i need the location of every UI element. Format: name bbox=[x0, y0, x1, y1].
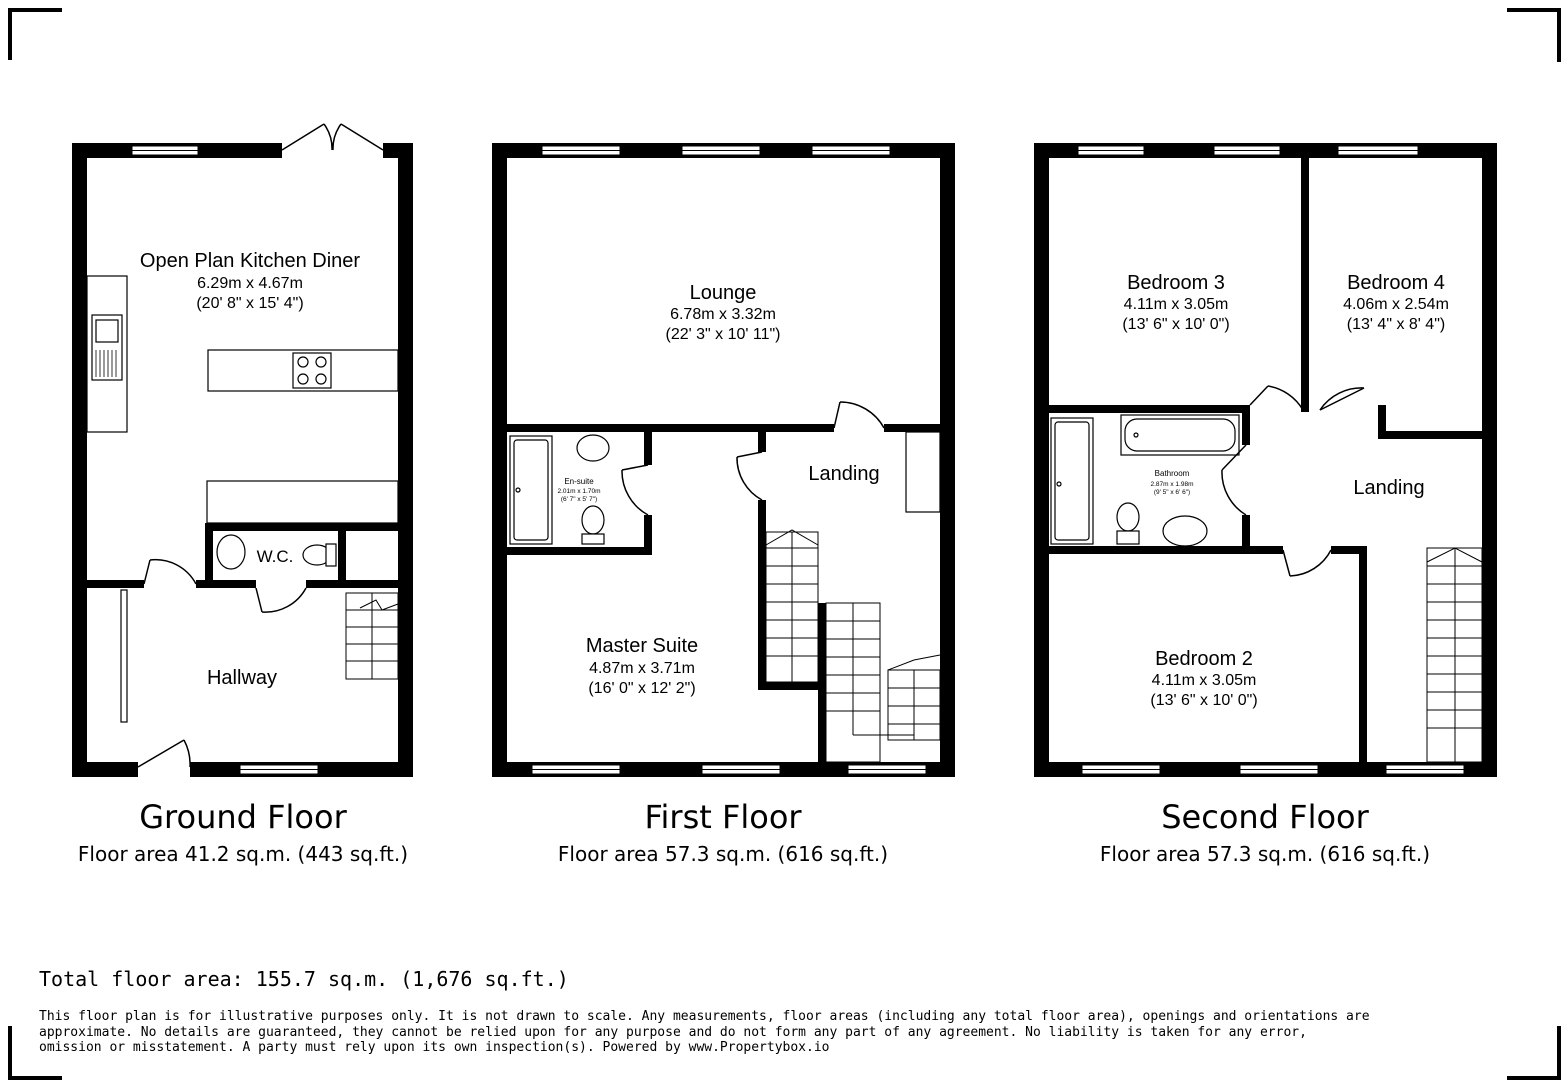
disclaimer-line: approximate. No details are guaranteed, they cannot be relied upon for any purpose and do not form any part of any agreement. No liability is taken for any error, bbox=[39, 1024, 1307, 1040]
landing2-name: Landing bbox=[1353, 477, 1425, 499]
master-imperial: (16' 0" x 12' 2") bbox=[588, 680, 696, 697]
first-floor-labels bbox=[558, 282, 880, 697]
disclaimer-line: This floor plan is for illustrative purposes only. It is not drawn to scale. Any measurements, floor areas (including any total floor area), openings and orientations are bbox=[39, 1009, 1370, 1024]
ground-floor-title: Ground Floor bbox=[139, 798, 347, 836]
ensuite-imperial: (6' 7" x 5' 7") bbox=[560, 496, 598, 503]
hallway-name: Hallway bbox=[206, 667, 278, 689]
second-floor-title: Second Floor bbox=[1161, 798, 1369, 836]
bedroom4-imperial: (13' 4" x 8' 4") bbox=[1346, 316, 1446, 333]
disclaimer bbox=[39, 1009, 1370, 1056]
total-floor-area: Total floor area: 155.7 sq.m. (1,676 sq.ft.) bbox=[39, 967, 569, 991]
second-floor-labels bbox=[1122, 272, 1449, 709]
kitchen-imperial: (20' 8" x 15' 4") bbox=[196, 295, 304, 312]
landing-name: Landing bbox=[808, 463, 880, 485]
master-metric: 4.87m x 3.71m bbox=[589, 660, 695, 677]
kitchen-metric: 6.29m x 4.67m bbox=[197, 275, 303, 292]
bedroom2-name: Bedroom 2 bbox=[1155, 648, 1253, 670]
bedroom3-name: Bedroom 3 bbox=[1127, 272, 1225, 294]
second-floor-area: Floor area 57.3 sq.m. (616 sq.ft.) bbox=[1099, 842, 1431, 866]
bedroom2-imperial: (13' 6" x 10' 0") bbox=[1150, 692, 1258, 709]
bathroom-name: Bathroom bbox=[1154, 469, 1190, 478]
kitchen-name: Open Plan Kitchen Diner bbox=[139, 250, 361, 272]
disclaimer-line: omission or misstatement. A party must rely upon its own inspection(s). Powered by www.Propertybox.io bbox=[39, 1040, 830, 1055]
first-floor-area: Floor area 57.3 sq.m. (616 sq.ft.) bbox=[557, 842, 889, 866]
bathroom-metric: 2.87m x 1.98m bbox=[1150, 481, 1194, 488]
ensuite-metric: 2.01m x 1.70m bbox=[557, 488, 601, 495]
bedroom4-name: Bedroom 4 bbox=[1347, 272, 1445, 294]
wc-name: W.C. bbox=[256, 547, 294, 566]
ensuite-name: En-suite bbox=[564, 477, 594, 486]
ground-floor-labels bbox=[140, 250, 360, 689]
lounge-name: Lounge bbox=[689, 282, 757, 304]
first-floor-title: First Floor bbox=[644, 798, 802, 836]
master-name: Master Suite bbox=[585, 635, 699, 657]
bathroom-imperial: (9' 5" x 6' 6") bbox=[1153, 489, 1191, 496]
bedroom4-metric: 4.06m x 2.54m bbox=[1343, 296, 1449, 313]
lounge-metric: 6.78m x 3.32m bbox=[670, 306, 776, 323]
bedroom3-imperial: (13' 6" x 10' 0") bbox=[1122, 316, 1230, 333]
second-floor-plan bbox=[1034, 143, 1497, 777]
bedroom2-metric: 4.11m x 3.05m bbox=[1151, 672, 1257, 689]
bedroom3-metric: 4.11m x 3.05m bbox=[1123, 296, 1229, 313]
lounge-imperial: (22' 3" x 10' 11") bbox=[665, 326, 781, 343]
first-floor-plan bbox=[492, 143, 955, 777]
ground-floor-area: Floor area 41.2 sq.m. (443 sq.ft.) bbox=[77, 842, 409, 866]
